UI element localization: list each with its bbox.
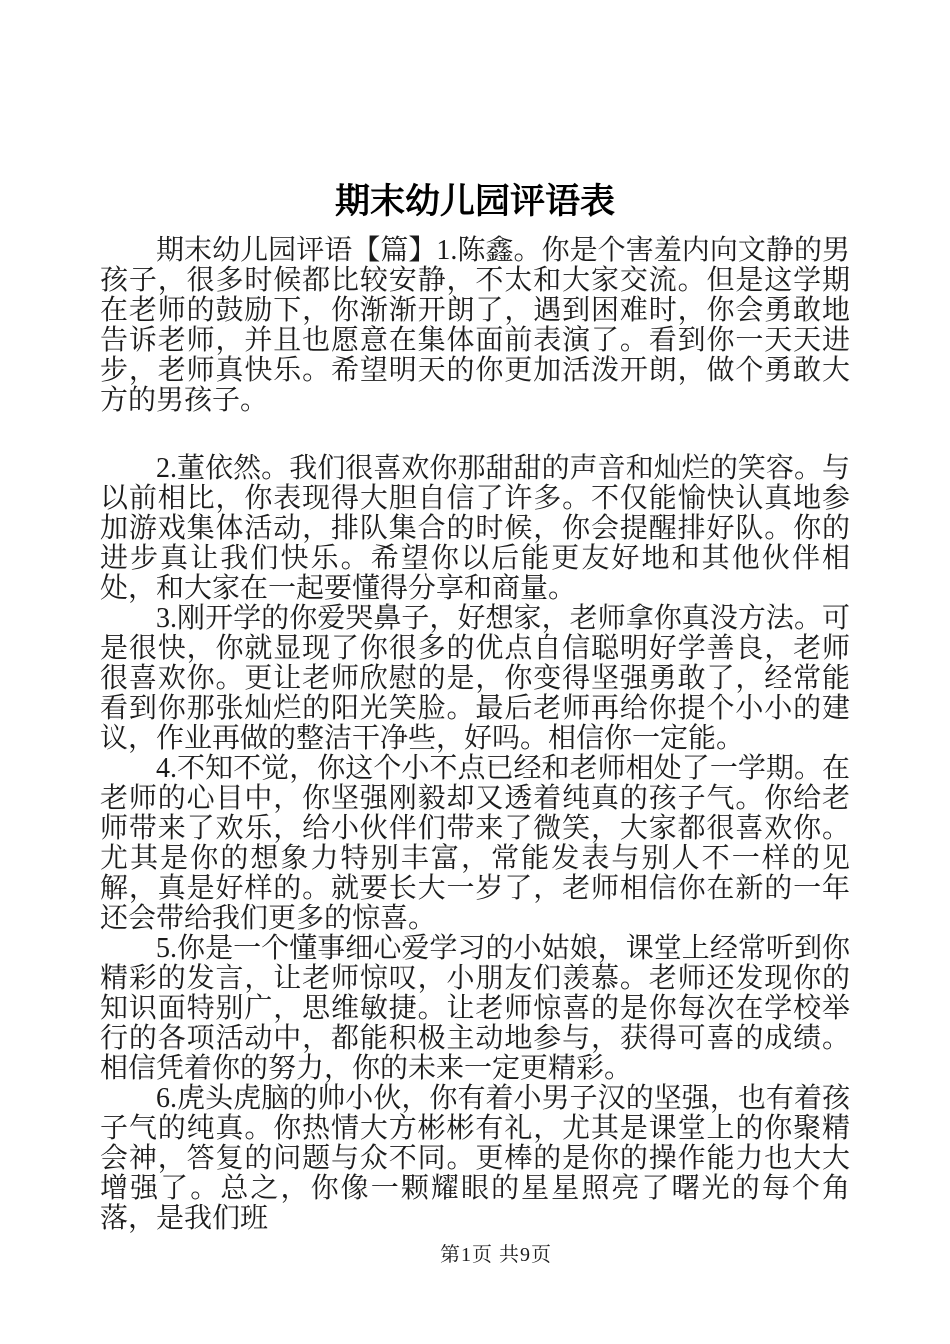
- document-title: 期末幼儿园评语表: [334, 182, 615, 221]
- paragraph-3: 3.刚开学的你爱哭鼻子，好想家，老师拿你真没方法。可是很快，你就显现了你很多的优点自信聪明好学善良，老师很喜欢你。更让老师欣慰的是，你变得坚强勇敢了，经常能看到你那张灿烂的阳光笑脸。最后老师再给你提个小小的建议，作业再做的整洁干净些，好吗。相信你一定能。: [100, 603, 850, 754]
- paragraph-4: 4.不知不觉，你这个小不点已经和老师相处了一学期。在老师的心目中，你坚强刚毅却又透着纯真的孩子气。你给老师带来了欢乐，给小伙伴们带来了微笑，大家都很喜欢你。尤其是你的想象力特别丰富，常能发表与别人不一样的见解，真是好样的。就要长大一岁了，老师相信你在新的一年还会带给我们更多的惊喜。: [100, 753, 850, 934]
- document-body: [100, 236, 850, 1234]
- paragraph-2: 2.董依然。我们很喜欢你那甜甜的声音和灿烂的笑容。与以前相比，你表现得大胆自信了许多。不仅能愉快认真地参加游戏集体活动，排队集合的时候，你会提醒排好队。你的进步真让我们快乐。希望你以后能更友好地和其他伙伴相处，和大家在一起要懂得分享和商量。: [100, 453, 850, 604]
- paragraph-5: 5.你是一个懂事细心爱学习的小姑娘，课堂上经常听到你精彩的发言，让老师惊叹，小朋友们羡慕。老师还发现你的知识面特别广，思维敏捷。让老师惊喜的是你每次在学校举行的各项活动中，都能积极主动地参与，获得可喜的成绩。相信凭着你的努力，你的未来一定更精彩。: [100, 933, 850, 1084]
- paragraph-1: 期末幼儿园评语【篇】1.陈鑫。你是个害羞内向文静的男孩子，很多时候都比较安静，不太和大家交流。但是这学期在老师的鼓励下，你渐渐开朗了，遇到困难时，你会勇敢地告诉老师，并且也愿意在集体面前表演了。看到你一天天进步，老师真快乐。希望明天的你更加活泼开朗，做个勇敢大方的男孩子。: [100, 235, 850, 416]
- paragraph-6: 6.虎头虎脑的帅小伙，你有着小男子汉的坚强，也有着孩子气的纯真。你热情大方彬彬有礼，尤其是课堂上的你聚精会神，答复的问题与众不同。更棒的是你的操作能力也大大增强了。总之，你像一颗耀眼的星星照亮了曙光的每个角落，是我们班: [100, 1083, 850, 1234]
- page-number-indicator: 第1页 共9页: [440, 1244, 552, 1266]
